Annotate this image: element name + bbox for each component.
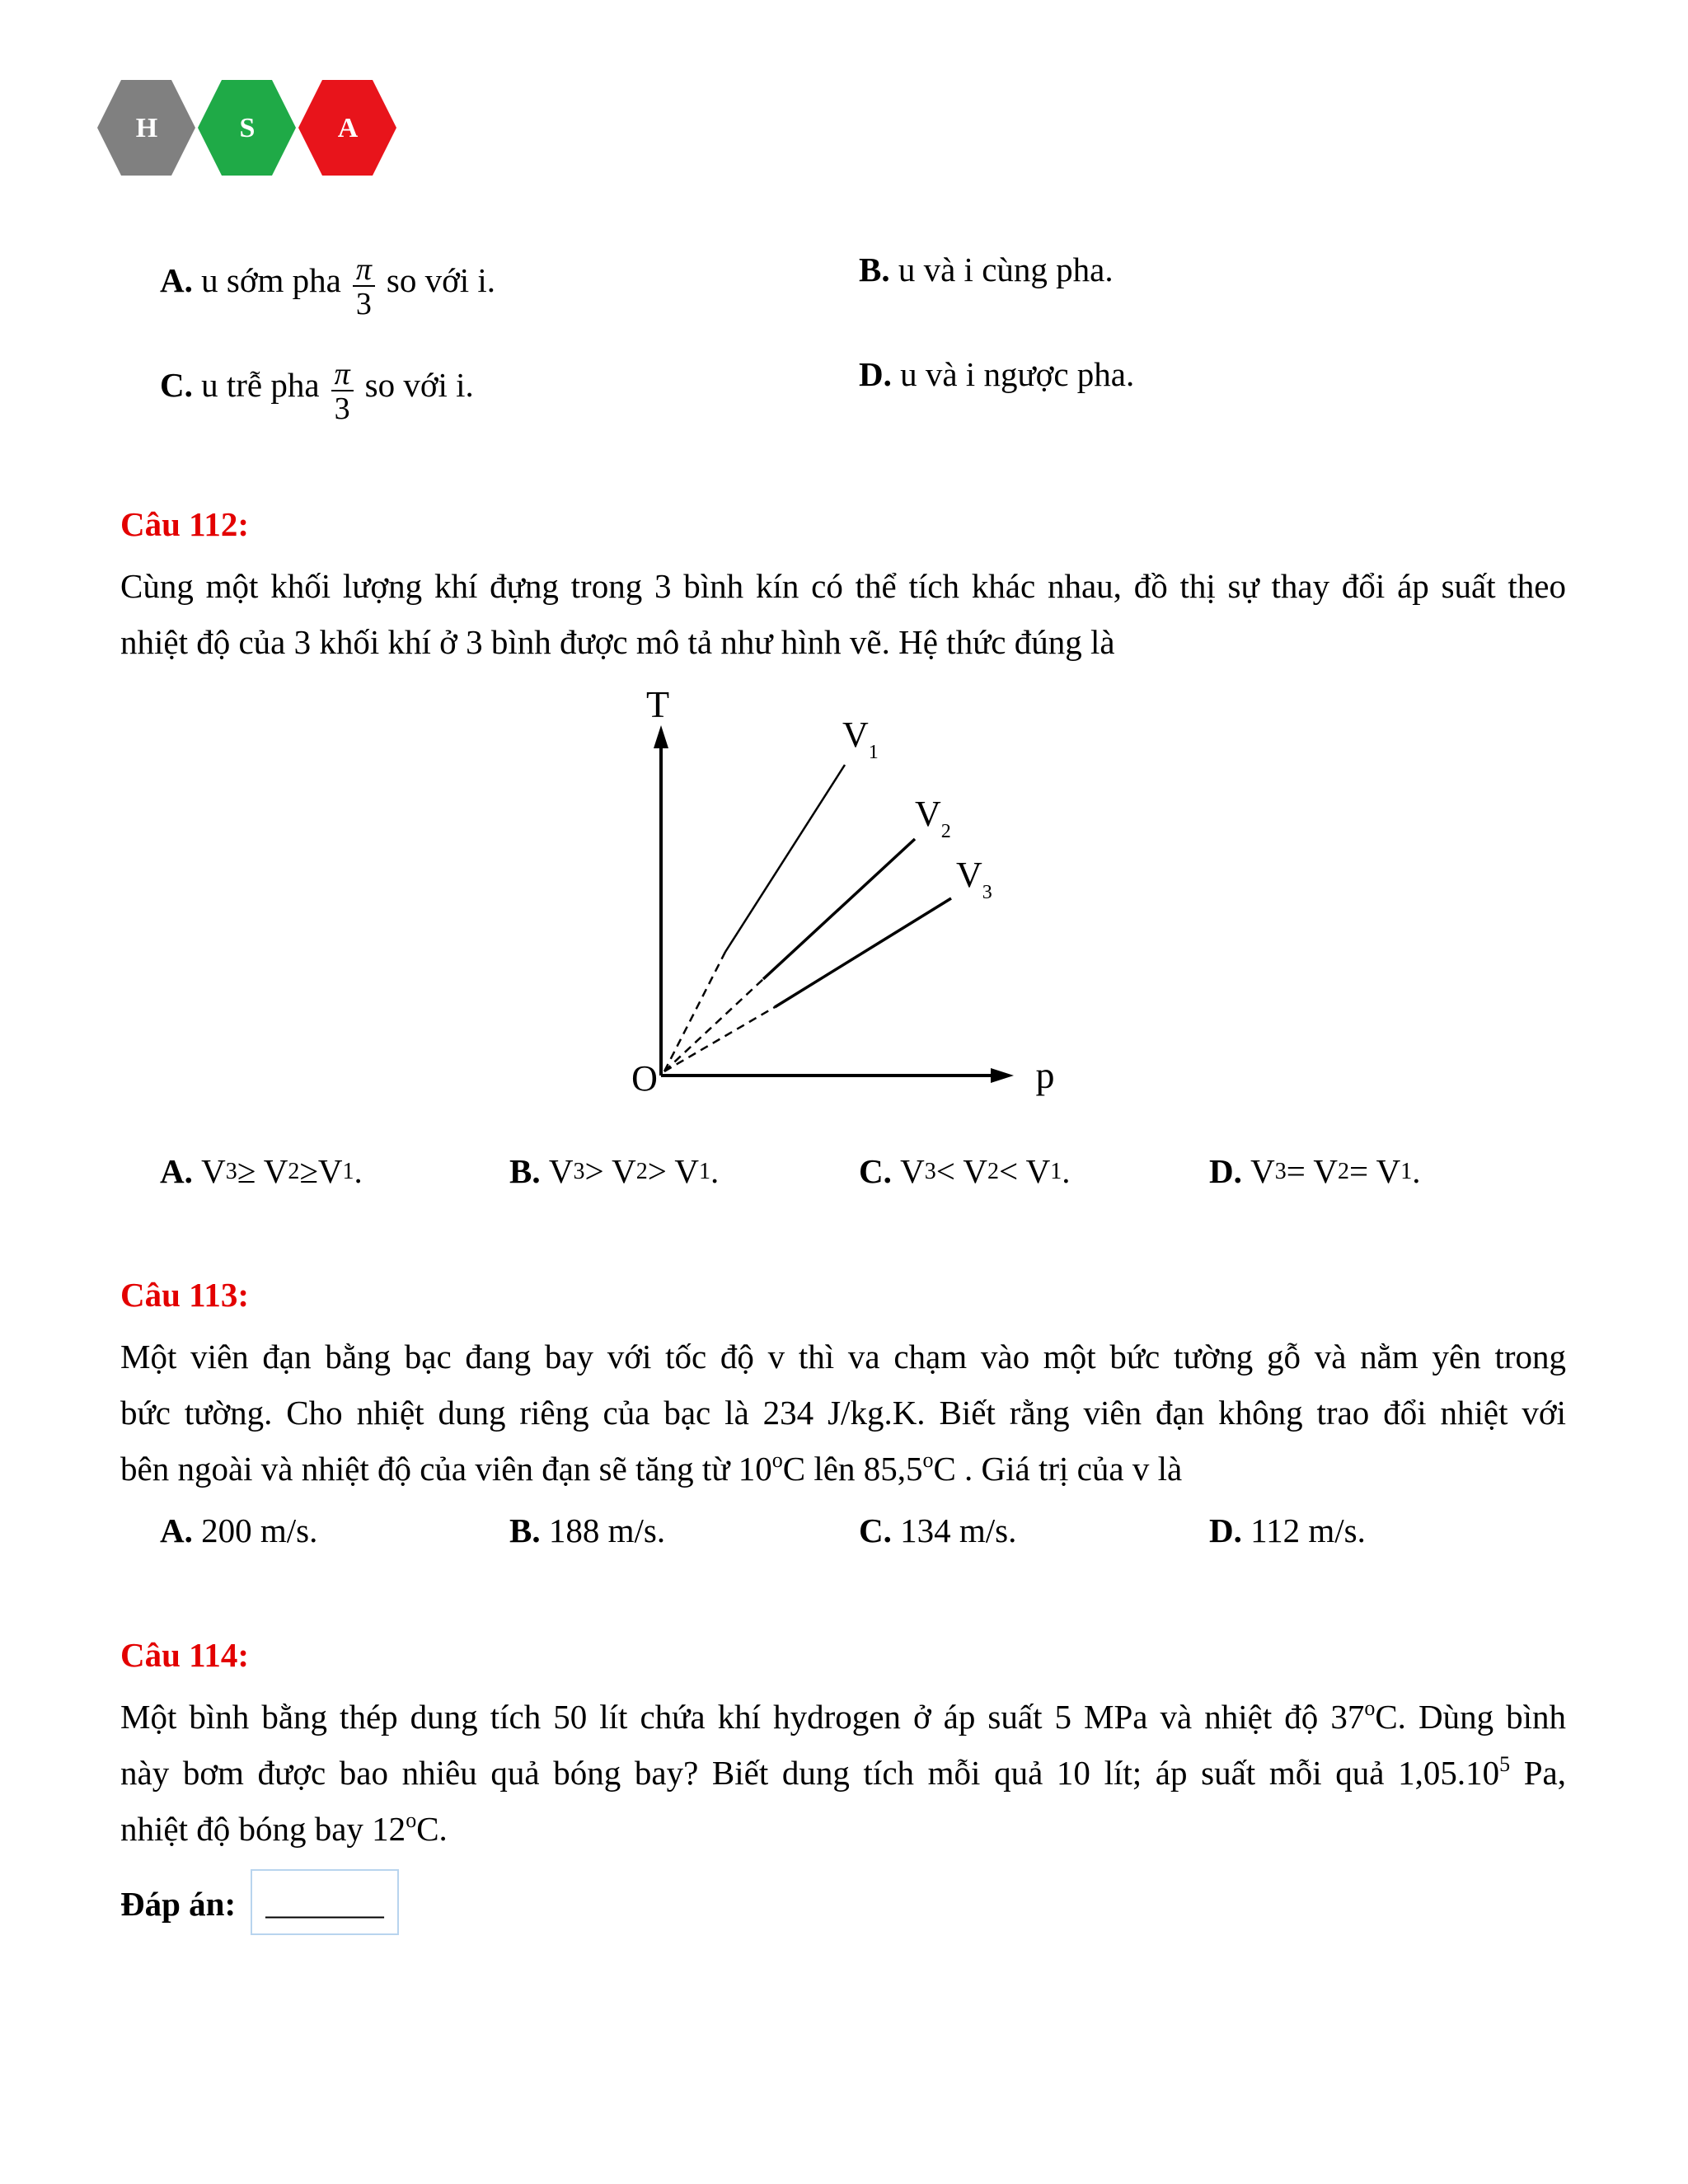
option-key: D. xyxy=(859,355,892,393)
question-text-line: Cùng một khối lượng khí đựng trong 3 bình kín có thể tích khác nhau, đồ thị sự thay đổi áp suất theo xyxy=(120,567,1566,605)
t-p-diagram xyxy=(610,692,1071,1113)
question-112-title: Câu 112: xyxy=(120,505,250,543)
option-text: 134 m/s. xyxy=(900,1511,1017,1549)
option-part: V xyxy=(548,1152,574,1190)
question-text-line: nhiệt độ của 3 khối khí ở 3 bình được mô tả như hình vẽ. Hệ thức đúng là xyxy=(120,623,1115,661)
prev-option-d[interactable] xyxy=(859,355,1135,393)
v2-label xyxy=(915,794,951,842)
q113-option-d[interactable] xyxy=(1209,1511,1366,1549)
text-part: này bơm được bao nhiêu quả bóng bay? Biết dung tích mỗi quả 10 lít; áp suất mỗi quả 1,05.10 xyxy=(120,1754,1500,1792)
option-key: C. xyxy=(859,1511,892,1549)
q112-option-b[interactable]: B. V 3 > V 2 > V 1 . xyxy=(509,1152,720,1190)
option-text: u và i ngược pha. xyxy=(900,355,1135,393)
option-text: 200 m/s. xyxy=(201,1511,318,1549)
question-text-line xyxy=(120,1689,1566,1745)
option-text-post: so với i. xyxy=(386,260,496,299)
option-part: = V xyxy=(1348,1152,1401,1190)
label-base: V xyxy=(915,794,941,834)
question-112-text xyxy=(120,558,1566,670)
option-key: B. xyxy=(509,1152,541,1190)
option-key: C. xyxy=(160,365,193,404)
fraction-pi-over-3 xyxy=(331,359,354,424)
answer-label xyxy=(120,1887,236,1921)
option-text: u trễ pha xyxy=(201,365,320,404)
degree-mark: o xyxy=(771,1448,783,1472)
label-base: V xyxy=(956,855,982,895)
question-text-line: Một viên đạn bằng bạc đang bay với tốc độ v thì va chạm vào một bức tường gỗ và nằm yên trong xyxy=(120,1338,1566,1376)
question-113-text xyxy=(120,1329,1566,1497)
option-part: . xyxy=(1062,1152,1071,1190)
logo-letter-h: H xyxy=(135,113,158,143)
v1-label xyxy=(842,715,879,763)
p-axis-label: p xyxy=(1035,1054,1055,1096)
q113-option-a[interactable] xyxy=(160,1511,318,1549)
option-text-post: so với i. xyxy=(364,365,474,404)
option-text: u và i cùng pha. xyxy=(898,251,1114,288)
v2-line xyxy=(763,839,915,979)
answer-label-text: Đáp án: xyxy=(120,1885,237,1923)
option-part: ≥V xyxy=(299,1152,343,1190)
prev-option-a[interactable] xyxy=(160,247,496,321)
option-text: 112 m/s. xyxy=(1250,1511,1366,1549)
option-part: . xyxy=(354,1152,363,1190)
label-base: V xyxy=(842,715,869,755)
option-key: B. xyxy=(859,251,890,288)
option-part: . xyxy=(1412,1152,1421,1190)
t-axis-arrow-icon xyxy=(654,725,668,748)
degree-mark: o xyxy=(922,1448,934,1472)
q112-option-a[interactable]: A. V 3 ≥ V 2 ≥V 1 . xyxy=(160,1152,363,1190)
option-key: B. xyxy=(509,1511,541,1549)
text-part: C. xyxy=(416,1810,448,1848)
option-part: < V xyxy=(998,1152,1051,1190)
v3-line xyxy=(775,898,951,1007)
v1-line xyxy=(725,765,845,952)
exponent: 5 xyxy=(1499,1752,1511,1776)
option-part: V xyxy=(201,1152,226,1190)
text-part: C lên 85,5 xyxy=(782,1450,923,1488)
option-part: V xyxy=(1250,1152,1275,1190)
degree-mark: o xyxy=(1364,1696,1376,1720)
prev-option-b[interactable] xyxy=(859,253,1114,287)
label-subscript: 2 xyxy=(940,821,951,842)
option-part: < V xyxy=(935,1152,987,1190)
option-part: = V xyxy=(1286,1152,1338,1190)
p-axis-arrow-icon xyxy=(991,1068,1014,1083)
option-text: u sớm pha xyxy=(201,260,341,299)
v2-line-dashed xyxy=(664,979,763,1071)
option-part: . xyxy=(710,1152,720,1190)
question-113-title: Câu 113: xyxy=(120,1276,250,1314)
option-key: A. xyxy=(160,1152,193,1190)
question-114-text xyxy=(120,1689,1566,1857)
origin-label: O xyxy=(631,1058,658,1099)
option-key: A. xyxy=(160,260,193,299)
option-text: 188 m/s. xyxy=(548,1511,666,1549)
text-part: Pa, xyxy=(1510,1754,1567,1792)
answer-blank: _______ xyxy=(265,1883,384,1921)
option-part: > V xyxy=(647,1152,699,1190)
fraction-numerator: π xyxy=(331,359,354,391)
label-subscript: 3 xyxy=(982,882,992,903)
label-subscript: 1 xyxy=(868,742,879,763)
q113-option-b[interactable] xyxy=(509,1511,666,1549)
fraction-denominator: 3 xyxy=(334,391,350,426)
answer-input[interactable] xyxy=(251,1869,399,1935)
question-text-line xyxy=(120,1441,1566,1497)
logo-letter-s: S xyxy=(239,113,256,143)
v3-label xyxy=(956,855,992,903)
q112-option-c[interactable]: C. V 3 < V 2 < V 1 . xyxy=(859,1152,1071,1190)
hsa-logo xyxy=(97,80,402,176)
q112-option-d[interactable]: D. V 3 = V 2 = V 1 . xyxy=(1209,1152,1421,1190)
question-text-line: bức tường. Cho nhiệt dung riêng của bạc là 234 J/kg.K. Biết rằng viên đạn không trao đổi nhiệt với xyxy=(120,1394,1566,1432)
option-key: A. xyxy=(160,1511,193,1549)
option-key: D. xyxy=(1209,1511,1242,1549)
fraction-numerator: π xyxy=(353,254,375,287)
option-part: ≥ V xyxy=(237,1152,288,1190)
question-text-line xyxy=(120,1801,1566,1857)
t-axis-label: T xyxy=(645,692,670,725)
fraction-denominator: 3 xyxy=(355,287,372,321)
option-key: C. xyxy=(859,1152,892,1190)
question-text-line xyxy=(120,1745,1566,1801)
q113-option-c[interactable] xyxy=(859,1511,1017,1549)
question-114-title: Câu 114: xyxy=(120,1636,250,1674)
option-part: > V xyxy=(584,1152,636,1190)
prev-option-c[interactable] xyxy=(160,352,474,426)
fraction-pi-over-3 xyxy=(353,254,375,320)
option-key: D. xyxy=(1209,1152,1242,1190)
text-part: C . Giá trị của v là xyxy=(933,1450,1183,1488)
text-part: nhiệt độ bóng bay 12 xyxy=(120,1810,406,1848)
text-part: C. Dùng bình xyxy=(1375,1698,1567,1736)
text-part: bên ngoài và nhiệt độ của viên đạn sẽ tăng từ 10 xyxy=(120,1450,772,1488)
text-part: Một bình bằng thép dung tích 50 lít chứa khí hydrogen ở áp suất 5 MPa và nhiệt độ 37 xyxy=(120,1698,1365,1736)
logo-letter-a: A xyxy=(337,113,359,143)
option-part: V xyxy=(900,1152,925,1190)
degree-mark: o xyxy=(406,1808,417,1832)
